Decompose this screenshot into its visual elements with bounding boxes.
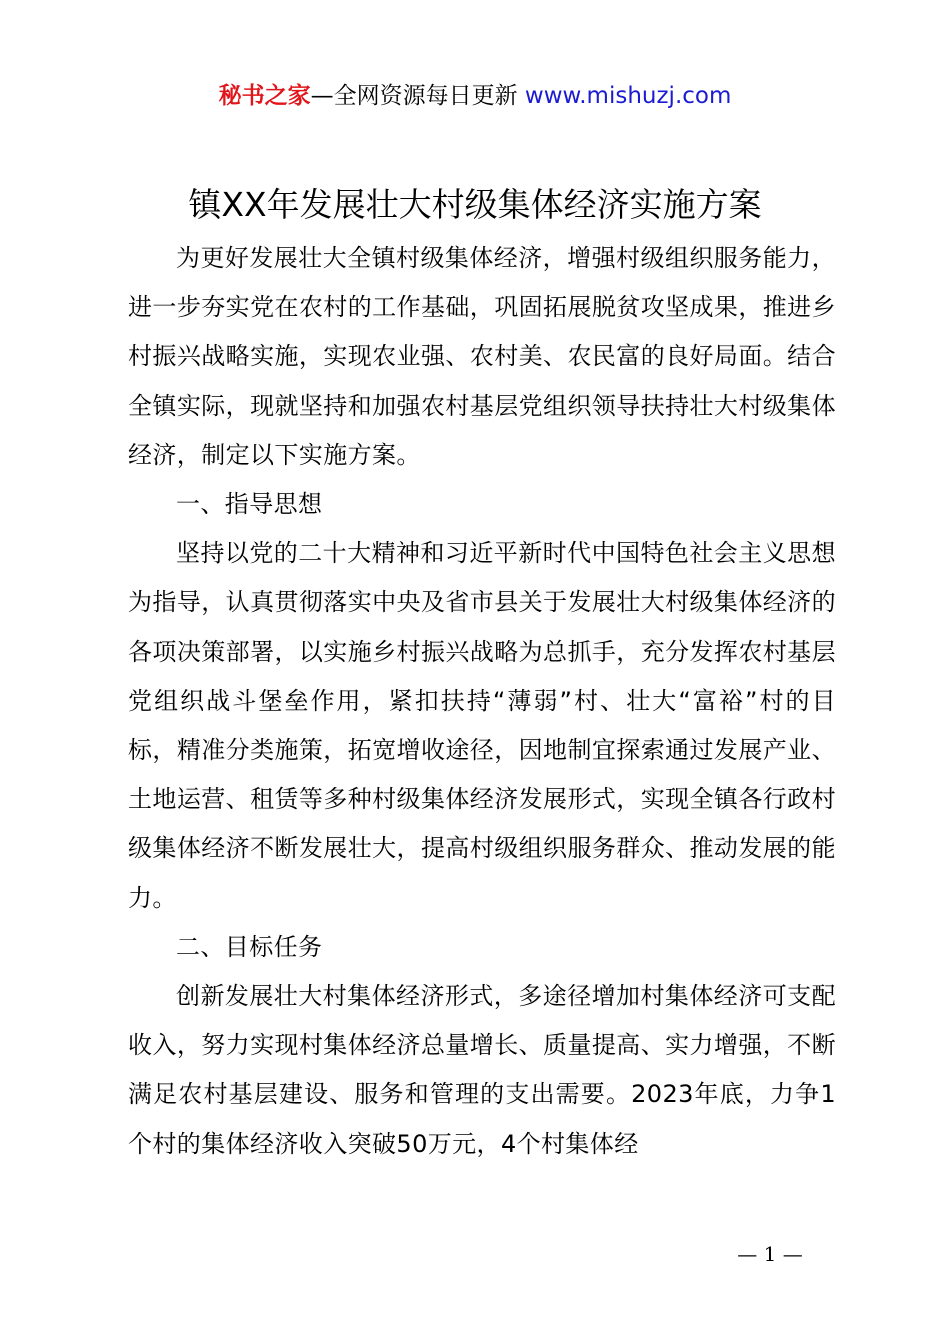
- site-header: [0, 80, 950, 112]
- section-heading-guiding-ideology: 一、指导思想: [176, 490, 323, 519]
- goals-tasks-paragraph: 创新发展壮大村集体经济形式，多途径增加村集体经济可支配收入，努力实现村集体经济总量增长、质量提高、实力增强，不断满足农村基层建设、服务和管理的支出需要。2023年底，力争1个村的集体经济收入突破50万元，4个村集体经: [128, 982, 836, 1158]
- site-brand: 秘书之家: [218, 83, 311, 109]
- section-heading-goals-tasks: 二、目标任务: [176, 932, 323, 961]
- site-url-link[interactable]: www.mishuzj.com: [524, 83, 732, 109]
- document-body: [128, 234, 836, 1169]
- guiding-ideology-paragraph: 坚持以党的二十大精神和习近平新时代中国特色社会主义思想为指导，认真贯彻落实中央及省市县关于发展壮大村级集体经济的各项决策部署，以实施乡村振兴战略为总抓手，充分发挥农村基层党组织战斗堡垒作用，紧扣扶持“薄弱”村、壮大“富裕”村的目标，精准分类施策，拓宽增收途径，因地制宜探索通过发展产业、土地运营、租赁等多种村级集体经济发展形式，实现全镇各行政村级集体经济不断发展壮大，提高村级组织服务群众、推动发展的能力。: [128, 539, 836, 912]
- document-title: 镇XX年发展壮大村级集体经济实施方案: [188, 185, 762, 224]
- intro-paragraph: 为更好发展壮大全镇村级集体经济，增强村级组织服务能力，进一步夯实党在农村的工作基础，巩固拓展脱贫攻坚成果，推进乡村振兴战略实施，实现农业强、农村美、农民富的良好局面。结合全镇实际，现就坚持和加强农村基层党组织领导扶持壮大村级集体经济，制定以下实施方案。: [128, 244, 836, 469]
- page-number: — 1 —: [737, 1242, 803, 1266]
- site-tagline: —全网资源每日更新: [310, 83, 518, 109]
